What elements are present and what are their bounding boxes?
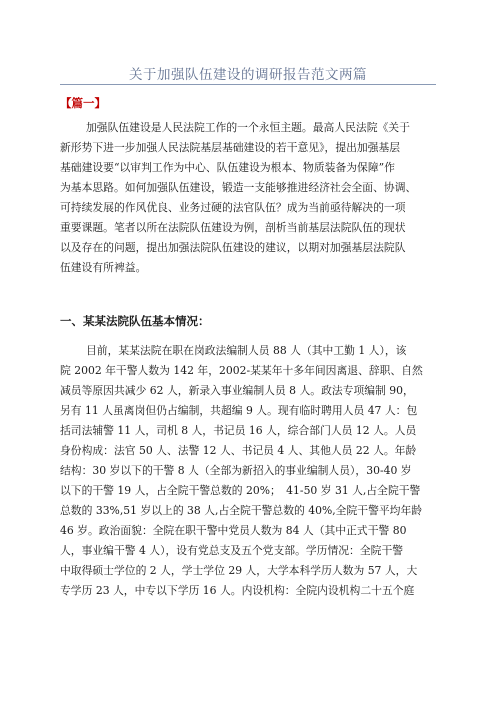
title-underline (60, 84, 436, 85)
body-paragraph (60, 341, 438, 601)
intro-line: 加强队伍建设是人民法院工作的一个永恒主题。最高人民法院《关于 (86, 121, 410, 134)
intro-line: 可持续发展的作风优良、业务过硬的法官队伍？成为当前亟待解决的一项 (60, 201, 406, 214)
body-line: 身份构成：法官 50 人、法警 12 人、书记员 4 人、其他人员 22 人。年龄 (60, 444, 417, 457)
intro-line: 重要课题。笔者以所在法院队伍建设为例，剖析当前基层法院队伍的现状 (60, 221, 406, 234)
section-heading: 一、某某法院队伍基本情况： (60, 314, 210, 328)
body-line: 以下的干警 19 人，占全院干警总数的 20%； 41-50 岁 31 人,占全院干警 (60, 484, 421, 497)
body-line: 目前，某某法院在职在岗政法编制人员 88 人（其中工勤 1 人），该 (86, 344, 407, 357)
intro-line: 基础建设要“以审判工作为中心、队伍建设为根本、物质装备为保障”作 (60, 161, 395, 174)
body-line: 减员等原因共减少 62 人，新录入事业编制人员 8 人。政法专项编制 90， (60, 384, 414, 397)
section-tag: 【篇一】 (60, 96, 106, 110)
body-line: 46 岁。政治面貌：全院在职干警中党员人数为 84 人（其中正式干警 80 (60, 524, 407, 537)
document-title: 关于加强队伍建设的调研报告范文两篇 (129, 67, 367, 83)
intro-line: 伍建设有所裨益。 (60, 261, 147, 274)
body-line: 另有 11 人虽离岗但仍占编制，共超编 9 人。现有临时聘用人员 47 人：包 (60, 404, 418, 417)
body-line: 括司法辅警 11 人，司机 8 人，书记员 16 人，综合部门人员 12 人。人员 (60, 424, 417, 437)
body-line: 中取得硕士学位的 2 人，学士学位 29 人，大学本科学历人数为 57 人，大 (60, 564, 418, 577)
body-line: 专学历 23 人，中专以下学历 16 人。内设机构：全院内设机构二十五个庭 (60, 584, 415, 597)
body-line: 院 2002 年干警人数为 142 年，2002-某某年十多年间因离退、辞职、自然 (60, 364, 423, 377)
intro-line: 新形势下进一步加强人民法院基层基础建设的若干意见》，提出加强基层 (60, 141, 401, 154)
intro-line: 为基本思路。如何加强队伍建设，锻造一支能够推进经济社会全面、协调、 (60, 181, 417, 194)
intro-line: 以及存在的问题，提出加强法院队伍建设的建议，以期对加强基层法院队 (60, 241, 406, 254)
intro-paragraph (60, 118, 438, 278)
body-line: 人，事业编干警 4 人），设有党总支及五个党支部。学历情况：全院干警 (60, 544, 404, 557)
body-line: 总数的 33%,51 岁以上的 38 人,占全院干警总数的 40%,全院干警平均年龄 (60, 504, 423, 517)
body-line: 结构：30 岁以下的干警 8 人（全部为新招入的事业编制人员），30-40 岁 (60, 464, 412, 477)
